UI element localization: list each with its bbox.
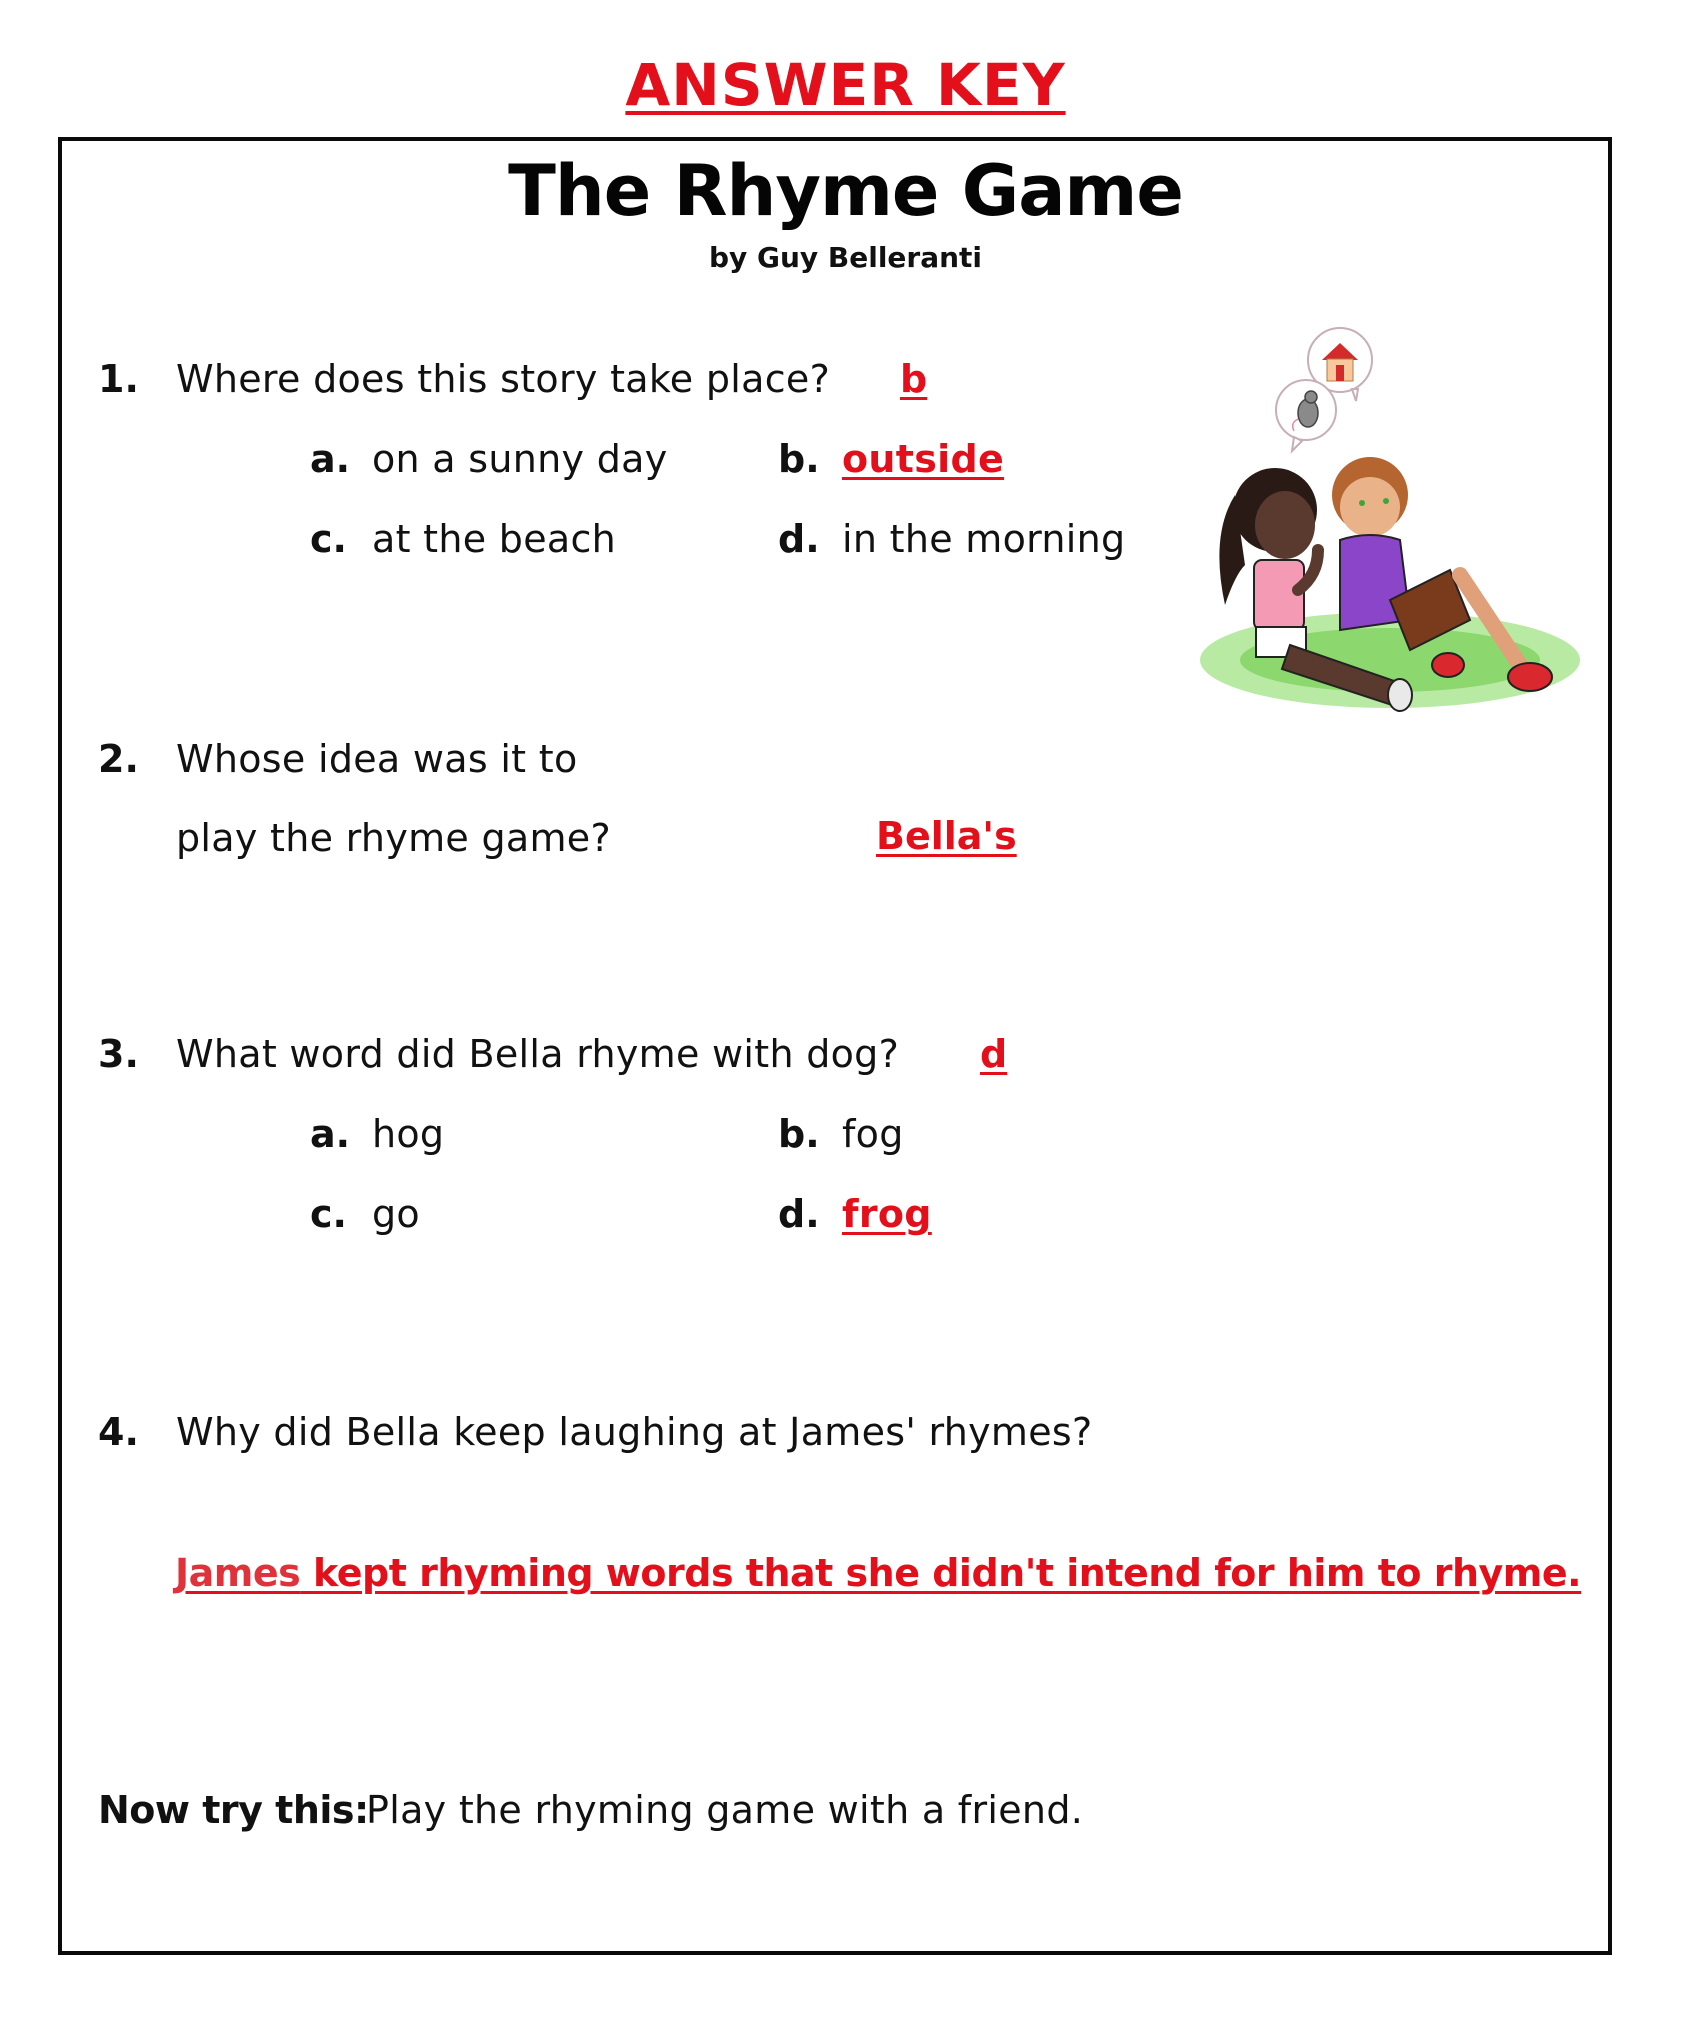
option-text: hog [372, 1112, 445, 1156]
answer-key-heading [0, 50, 1691, 120]
question-answer: b [900, 357, 928, 401]
option-letter: b. [778, 1112, 820, 1156]
option-letter: d. [778, 1192, 820, 1236]
option-text-correct: frog [842, 1192, 932, 1236]
question-text: What word did Bella rhyme with dog? [176, 1032, 900, 1076]
now-try-text: Play the rhyming game with a friend. [366, 1788, 1084, 1832]
option-text: fog [842, 1112, 904, 1156]
worksheet-title: The Rhyme Game [508, 150, 1183, 232]
mouse-bubble-icon [1276, 380, 1336, 451]
question-number: 4. [98, 1410, 139, 1454]
option-letter: c. [310, 517, 347, 561]
question-answer [175, 1548, 1581, 1598]
answer-key-label: ANSWER KEY [625, 51, 1066, 119]
worksheet-byline: by Guy Belleranti [708, 241, 983, 274]
option-text: at the beach [372, 517, 617, 561]
answer-rest: kept rhyming words that she didn't intend for him to rhyme. [300, 1551, 1582, 1595]
option-text: in the morning [842, 517, 1126, 561]
option-letter: a. [310, 1112, 351, 1156]
option-text: go [372, 1192, 420, 1236]
option-text: on a sunny day [372, 437, 668, 481]
question-number: 1. [98, 357, 139, 401]
question-answer: d [980, 1032, 1008, 1076]
question-text: Why did Bella keep laughing at James' rhymes? [176, 1410, 1093, 1454]
option-letter: a. [310, 437, 351, 481]
question-text-line2: play the rhyme game? [176, 816, 611, 860]
option-text-correct: outside [842, 437, 1005, 481]
question-number: 3. [98, 1032, 139, 1076]
question-answer: Bella's [876, 814, 1017, 858]
option-letter: d. [778, 517, 820, 561]
now-try-label: Now try this: [98, 1788, 369, 1832]
answer-first-word: James [175, 1551, 301, 1595]
question-text: Where does this story take place? [176, 357, 831, 401]
question-text-line1: Whose idea was it to [176, 737, 578, 781]
children-illustration [1190, 315, 1590, 725]
option-letter: c. [310, 1192, 347, 1236]
option-letter: b. [778, 437, 820, 481]
question-number: 2. [98, 737, 139, 781]
